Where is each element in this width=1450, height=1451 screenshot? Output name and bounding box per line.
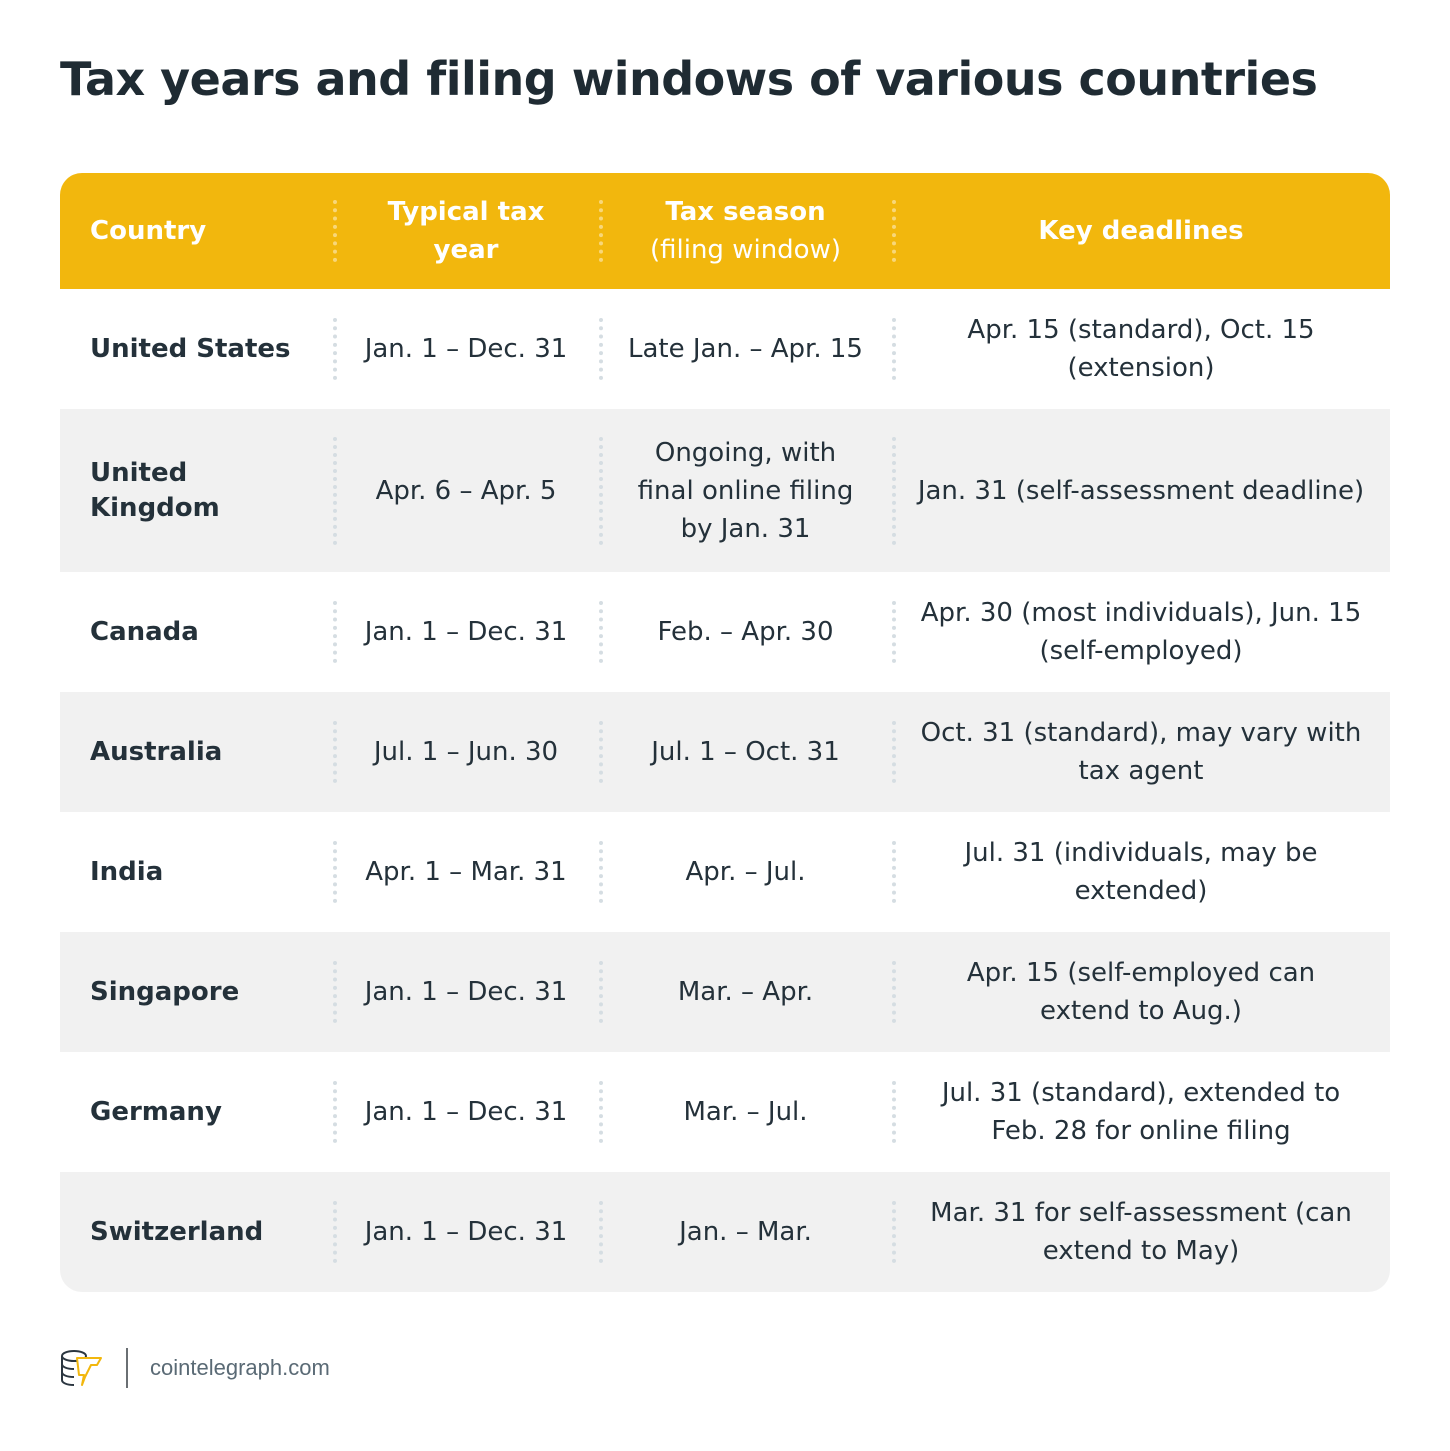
country-cell: Germany [90, 1096, 222, 1127]
tax-year-cell: Jan. 1 – Dec. 31 [333, 932, 599, 1052]
country-cell: India [90, 856, 164, 887]
tax-table [60, 173, 1390, 1292]
country-cell: Canada [90, 616, 199, 647]
season-cell: Ongoing, with final online filing by Jan. 31 [599, 409, 892, 572]
table-header [60, 173, 1390, 289]
header-country: Country [90, 215, 207, 246]
deadlines-cell: Apr. 30 (most individuals), Jun. 15 (self-employed) [892, 572, 1390, 692]
cointelegraph-logo-icon [60, 1348, 104, 1388]
table-row [60, 812, 1390, 932]
season-cell: Late Jan. – Apr. 15 [599, 289, 892, 409]
deadlines-cell: Apr. 15 (self-employed can extend to Aug.) [892, 932, 1390, 1052]
deadlines-cell: Jul. 31 (standard), extended to Feb. 28 for online filing [892, 1052, 1390, 1172]
season-cell: Jan. – Mar. [599, 1172, 892, 1292]
table-row [60, 1172, 1390, 1292]
deadlines-cell: Oct. 31 (standard), may vary with tax agent [892, 692, 1390, 812]
footer [60, 1348, 330, 1388]
tax-year-cell: Jul. 1 – Jun. 30 [333, 692, 599, 812]
table-row [60, 409, 1390, 572]
tax-year-cell: Jan. 1 – Dec. 31 [333, 289, 599, 409]
country-cell: Singapore [90, 976, 240, 1007]
tax-year-cell: Jan. 1 – Dec. 31 [333, 1172, 599, 1292]
deadlines-cell: Apr. 15 (standard), Oct. 15 (extension) [892, 289, 1390, 409]
deadlines-cell: Jan. 31 (self-assessment deadline) [892, 409, 1390, 572]
deadlines-cell: Mar. 31 for self-assessment (can extend to May) [892, 1172, 1390, 1292]
tax-year-cell: Apr. 6 – Apr. 5 [333, 409, 599, 572]
country-cell: United Kingdom [90, 457, 220, 523]
table-row [60, 1052, 1390, 1172]
header-tax-year: Typical tax year [333, 173, 599, 289]
tax-year-cell: Jan. 1 – Dec. 31 [333, 1052, 599, 1172]
header-tax-season [599, 173, 892, 289]
season-cell: Mar. – Apr. [599, 932, 892, 1052]
country-cell: United States [90, 333, 291, 364]
header-tax-season-label: Tax season [665, 197, 826, 227]
deadlines-cell: Jul. 31 (individuals, may be extended) [892, 812, 1390, 932]
table-row [60, 932, 1390, 1052]
tax-year-cell: Apr. 1 – Mar. 31 [333, 812, 599, 932]
country-cell: Switzerland [90, 1216, 264, 1247]
season-cell: Jul. 1 – Oct. 31 [599, 692, 892, 812]
site-url: cointelegraph.com [150, 1355, 330, 1380]
tax-year-cell: Jan. 1 – Dec. 31 [333, 572, 599, 692]
season-cell: Apr. – Jul. [599, 812, 892, 932]
page-title: Tax years and filing windows of various countries [60, 52, 1318, 106]
header-key-deadlines: Key deadlines [892, 173, 1390, 289]
footer-divider [126, 1348, 128, 1388]
country-cell: Australia [90, 736, 223, 767]
season-cell: Feb. – Apr. 30 [599, 572, 892, 692]
header-tax-season-sub: (filing window) [649, 235, 841, 265]
table-row [60, 572, 1390, 692]
table-row [60, 692, 1390, 812]
table-row [60, 289, 1390, 409]
season-cell: Mar. – Jul. [599, 1052, 892, 1172]
